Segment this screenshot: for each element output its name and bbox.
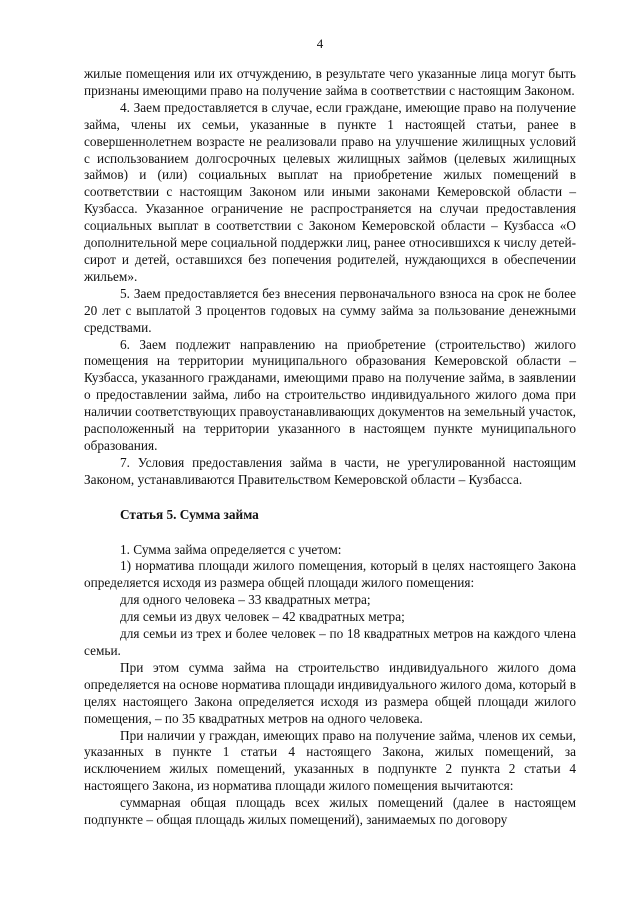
paragraph-item-7: 7. Условия предоставления займа в части, не урегулированной настоящим Законом, устанавливаются Правительством Кемеровской области – Кузбасса. <box>84 454 576 487</box>
document-body <box>84 66 576 829</box>
paragraph-item-5: 5. Заем предоставляется без внесения первоначального взноса на срок не более 20 лет с выплатой 3 процентов годовых на сумму займа за пользование денежными средствами. <box>84 285 576 335</box>
page-number: 4 <box>316 36 324 51</box>
article-heading: Статья 5. Сумма займа <box>120 506 259 522</box>
paragraph-total-area: суммарная общая площадь всех жилых помещений (далее в настоящем подпункте – общая площадь жилых помещений), занимаемых по договору <box>84 795 576 828</box>
norm-three-plus: для семьи из трех и более человек – по 18 квадратных метров на каждого члена семьи. <box>84 626 576 658</box>
norm-two-persons: для семьи из двух человек – 42 квадратных метра; <box>120 609 405 625</box>
paragraph-deduction: При наличии у граждан, имеющих право на получение займа, членов их семьи, указанных в пункте 1 статьи 4 настоящего Закона, жилых помещений, за исключением жилых помещений, указанных в подпункте 2 пункта 2 статьи 4 настоящего Закона, из норматива площади жилого помещения вычитаются: <box>84 727 576 794</box>
paragraph-5-1: 1. Сумма займа определяется с учетом: <box>120 541 342 557</box>
norm-one-person: для одного человека – 33 квадратных метра; <box>120 592 371 608</box>
paragraph-5-1-1: 1) норматива площади жилого помещения, который в целях настоящего Закона определяется исходя из размера общей площади жилого помещения: <box>84 558 576 591</box>
paragraph-house-norm: При этом сумма займа на строительство индивидуального жилого дома определяется на основе норматива площади индивидуального жилого дома, который в целях настоящего Закона определяется исходя из размера общей площади жилого помещения, – по 35 квадратных метров на одного человека. <box>84 659 576 726</box>
paragraph-continued: жилые помещения или их отчуждению, в результате чего указанные лица могут быть признаны имеющими право на получение займа в соответствии с настоящим Законом. <box>84 66 576 98</box>
paragraph-item-4: 4. Заем предоставляется в случае, если граждане, имеющие право на получение займа, члены их семьи, указанные в пункте 1 настоящей статьи, ранее в совершеннолетнем возрасте не реализовали право на улучшение жилищных условий с использованием долгосрочных целевых жилищных займов (целевых жилищных займов) и (или) социальных выплат на приобретение жилых помещений в соответствии с настоящим Законом или иными законами Кемеровской области – Кузбасса. Указанное ограничение не распространяется на случаи предоставления социальных выплат в соответствии с Законом Кемеровской области – Кузбасса «О дополнительной мере социальной поддержки лиц, ранее относившихся к числу детей-сирот и детей, оставшихся без попечения родителей, нуждающихся в обеспечении жильем». <box>84 99 576 284</box>
paragraph-item-6: 6. Заем подлежит направлению на приобретение (строительство) жилого помещения на территории муниципального образования Кемеровской области – Кузбасса, указанного гражданами, имеющими право на получение займа, в заявлении о предоставлении займа, либо на строительство индивидуального жилого дома при наличии соответствующих правоустанавливающих документов на земельный участок, расположенный на территории указанного в настоящем пункте муниципального образования. <box>84 336 576 453</box>
